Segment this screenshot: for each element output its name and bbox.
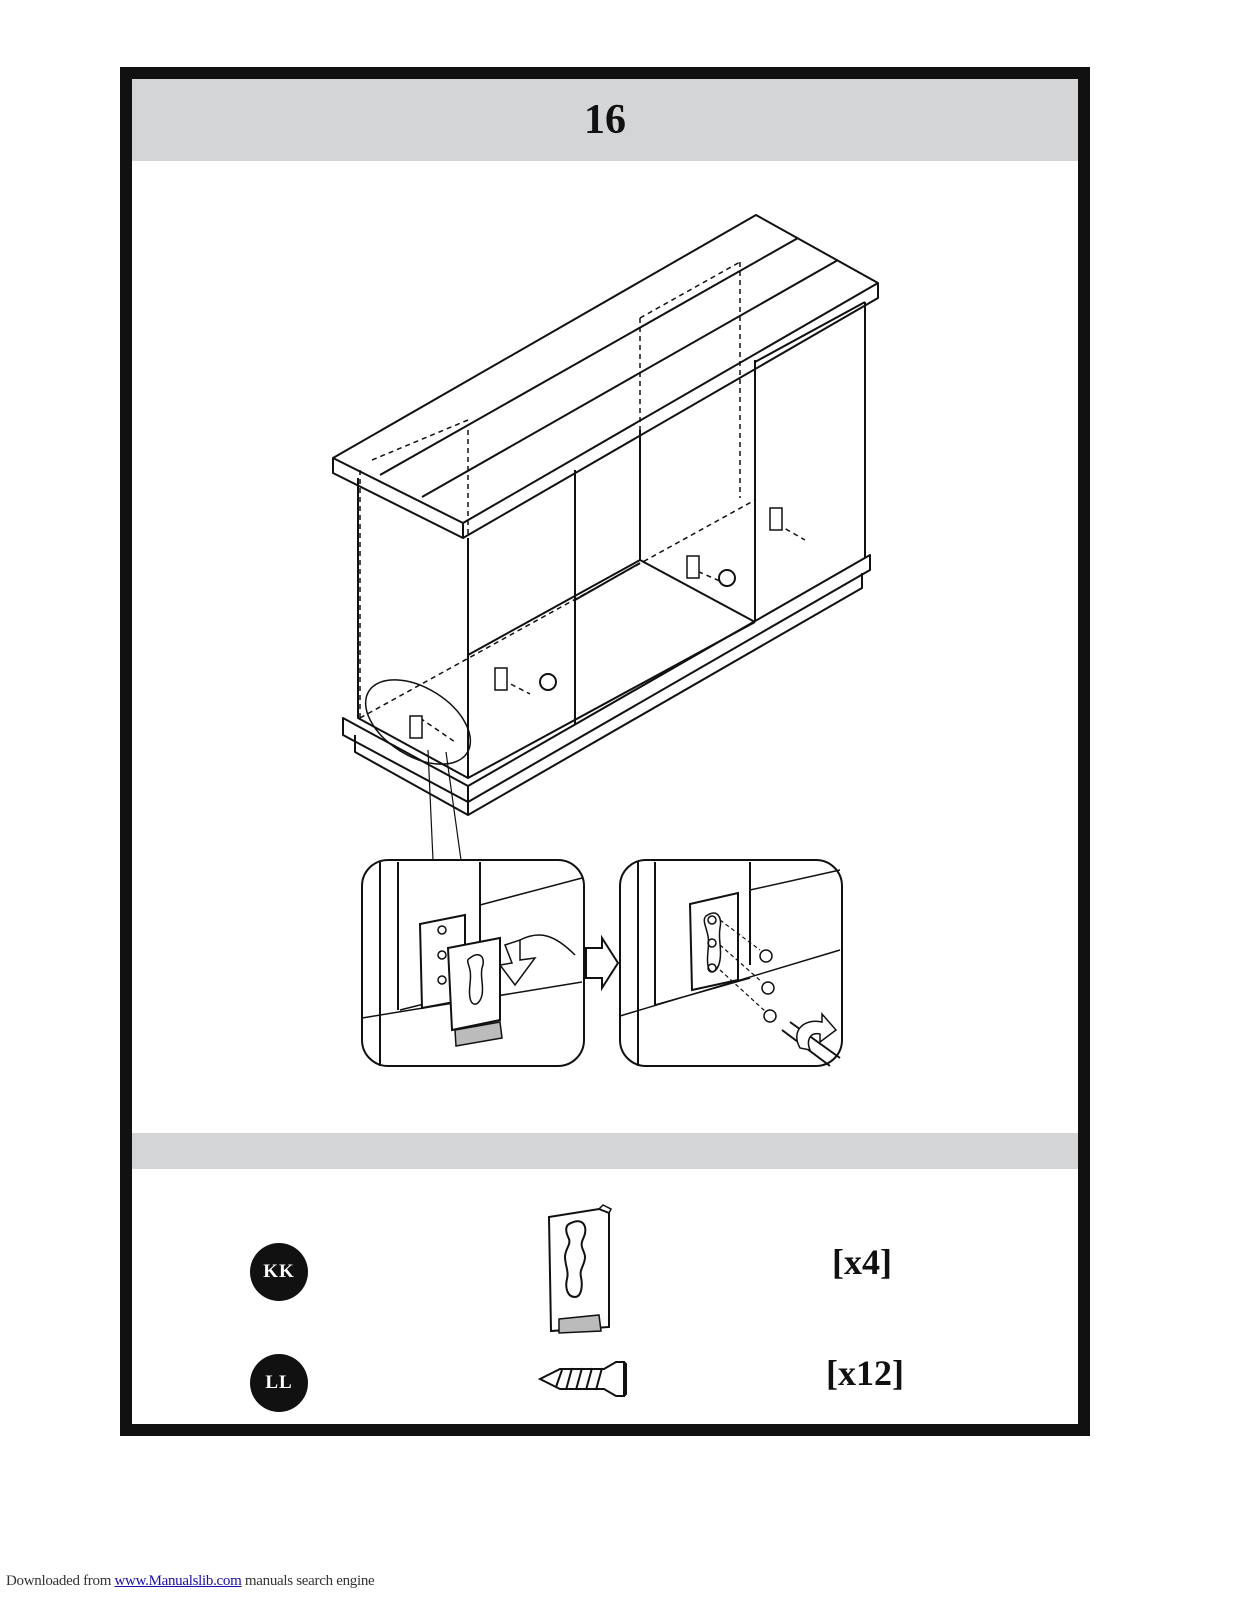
part-quantity-ll: [x12] bbox=[826, 1353, 904, 1393]
step-number: 16 bbox=[584, 97, 626, 143]
footer-suffix: manuals search engine bbox=[244, 1573, 375, 1589]
detail-view-insert-bracket bbox=[362, 860, 584, 1066]
arrow-icon bbox=[586, 938, 618, 988]
footer bbox=[6, 1573, 374, 1590]
footer-prefix: Downloaded from bbox=[6, 1573, 112, 1589]
part-id: LL bbox=[265, 1372, 293, 1393]
part-quantity-kk: [x4] bbox=[832, 1242, 892, 1282]
part-id: KK bbox=[263, 1261, 295, 1282]
detail-view-fasten-screws bbox=[620, 860, 842, 1066]
manualslib-link[interactable]: www.Manualslib.com bbox=[114, 1573, 242, 1589]
